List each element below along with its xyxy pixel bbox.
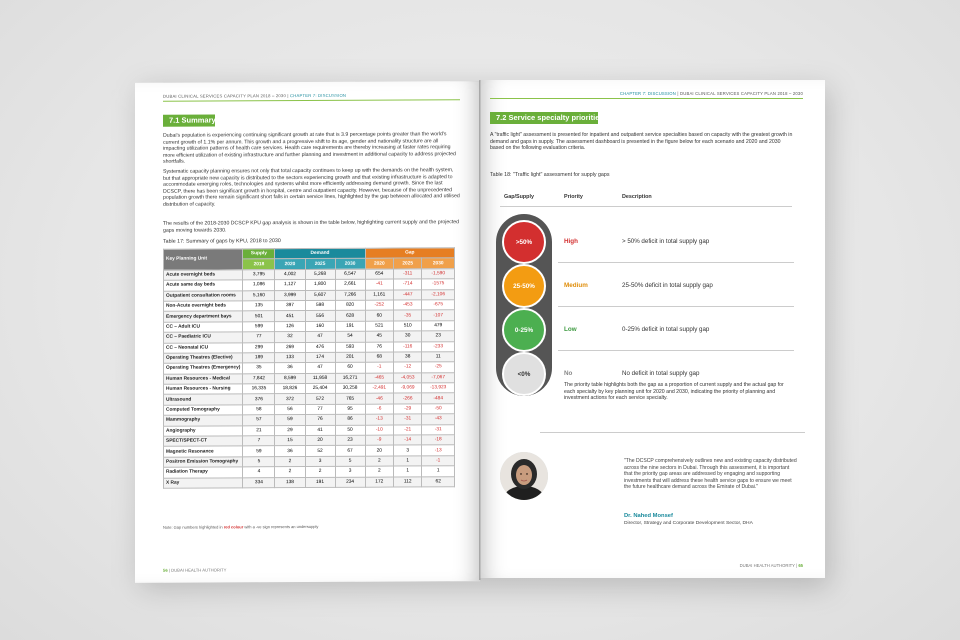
kpu-name-cell: SPECT/SPECT-CT [164,436,243,447]
header-gap-2020: 2020 [365,258,393,269]
kpu-value-cell: 59 [243,446,275,457]
kpu-value-cell: 45 [365,331,393,342]
kpu-value-cell: 86 [335,414,365,425]
kpu-value-cell: 5,160 [243,290,275,301]
priority-label-1: Medium [564,282,588,289]
kpu-value-cell: -484 [422,393,455,404]
kpu-name-cell: X Ray [164,477,243,488]
right-chapter-label: CHAPTER 7: DISCUSSION [619,91,676,96]
kpu-value-cell: 1 [394,466,422,477]
kpu-name-cell: Computed Tomography [164,405,243,416]
kpu-value-cell: 376 [243,394,275,405]
kpu-gap-table [163,247,455,489]
summary-paragraph-2: Systematic capacity planning ensures not only that total capacity continues to keep up with the demands on the health system, but that appropriate new capacity is distributed to the sectors experiencing growth and that existing infrastructure is adapted to accommodate emerging roles, technologies and systems whilst more efficiently addressing demand growth. Since the last DCSCP, there has been significant growth in hospital, centre and outpatient capacity. However, because of the unprecedented population growth there remain significant short falls in certain service lines, highlighted by the gap between allocated and utilised distribution of capacity. [163,167,460,208]
kpu-value-cell: 191 [335,321,365,332]
kpu-value-cell: -1 [422,456,455,467]
kpu-name-cell: CC – Neonatal ICU [164,342,243,353]
left-doc-title: DUBAI CLINICAL SERVICES CAPACITY PLAN 2018 – 2030 [163,93,286,99]
kpu-value-cell: 3,999 [275,290,305,301]
traffic-light-3: <0% [502,352,546,396]
traffic-row-divider [558,306,794,307]
kpu-value-cell: -13 [422,445,455,456]
kpu-value-cell: 3 [335,466,365,477]
kpu-name-cell: Angiography [164,425,243,436]
section-title-priorities: 7.2 Service specialty priorities [490,112,598,124]
kpu-value-cell: 30,258 [335,383,365,394]
header-key-planning-unit: Key Planning Unit [164,249,243,270]
kpu-value-cell: 189 [243,353,275,364]
kpu-value-cell: 25,404 [305,383,335,394]
kpu-value-cell: -35 [394,310,422,321]
kpu-value-cell: 47 [305,331,335,342]
kpu-value-cell: 1 [422,466,455,477]
kpu-value-cell: 6,547 [335,269,365,280]
header-gap-2025: 2025 [394,258,422,269]
kpu-value-cell: -41 [365,279,393,290]
priority-description-2: 0-25% deficit in total supply gap [622,326,710,333]
right-footer: DUBAI HEALTH AUTHORITY | 65 [739,563,803,568]
kpu-value-cell: 60 [365,310,393,321]
kpu-value-cell: 76 [305,415,335,426]
kpu-value-cell: 77 [305,404,335,415]
kpu-value-cell: -6 [365,404,393,415]
book-spine [479,80,481,580]
kpu-value-cell: 30 [394,331,422,342]
kpu-value-cell: 334 [243,477,275,488]
kpu-value-cell: 41 [305,425,335,436]
kpu-value-cell: -9 [365,435,393,446]
kpu-value-cell: 5 [335,456,365,467]
note-prefix: Note: Gap numbers highlighted in [163,524,224,530]
kpu-value-cell: 521 [365,321,393,332]
kpu-value-cell: 476 [305,342,335,353]
kpu-value-cell: 572 [305,394,335,405]
kpu-value-cell: -50 [422,404,455,415]
quote-author-role: Director, Strategy and Corporate Development Sector, DHA [624,521,753,526]
kpu-value-cell: 4,002 [275,269,305,280]
table-note [163,524,318,530]
priority-label-2: Low [564,326,577,333]
kpu-value-cell: 1,161 [365,290,393,301]
kpu-name-cell: CC – Adult ICU [164,322,243,333]
kpu-value-cell: -13 [365,414,393,425]
note-red-text: red colour [223,524,244,530]
left-running-head: DUBAI CLINICAL SERVICES CAPACITY PLAN 2018 – 2030 | CHAPTER 7: DISCUSSION [163,92,347,99]
kpu-value-cell: -31 [422,424,455,435]
kpu-name-cell: Non-Acute overnight beds [164,301,243,312]
kpu-value-cell: 2,661 [335,279,365,290]
kpu-value-cell: 21 [243,425,275,436]
kpu-value-cell: 36 [275,446,305,457]
kpu-value-cell: 50 [335,425,365,436]
left-footer-text: DUBAI HEALTH AUTHORITY [171,567,227,573]
table-17-caption: Table 17: Summary of gaps by KPU, 2018 to 2030 [163,238,281,245]
kpu-value-cell: 397 [275,300,305,311]
kpu-value-cell: 1 [394,456,422,467]
kpu-value-cell: -29 [394,404,422,415]
testimonial-quote: "The DCSCP comprehensively outlines new and existing capacity distributed across the nine sectors in Dubai. Through this assessment, it is important that the priority gap areas are addressed by engaging and supporting investments that will address these health service gaps to ensure we meet the future healthcare demand across the Emirate of Dubai." [624,458,797,491]
kpu-value-cell: 3 [394,445,422,456]
kpu-name-cell: CC – Paediatric ICU [164,332,243,343]
kpu-value-cell: 201 [335,352,365,363]
summary-paragraph-1: Dubai's population is experiencing continuing significant growth at rate that is 3.9 percentage points greater than the world's current growth of 1.1% per annum. This growth and a progressive shift to its age, gender and nationality structure are all impacting utilization patterns of health care services. Health care requirements are thereby increasing at faster rates requiring more efficient utilization of existing infrastructure and further planning and investment in additional capacity to address projected shortfalls. [163,131,456,166]
kpu-value-cell: 172 [365,477,393,488]
kpu-value-cell: 556 [305,311,335,322]
col-description: Description [622,194,652,200]
avatar [500,452,548,500]
kpu-value-cell: 2 [305,467,335,478]
kpu-name-cell: Magnetic Resonance [164,446,243,457]
priority-label-3: No [564,370,573,377]
kpu-value-cell: 60 [335,362,365,373]
kpu-value-cell: 20 [305,435,335,446]
kpu-name-cell: Radiation Therapy [164,467,243,478]
kpu-value-cell: 7 [243,436,275,447]
kpu-value-cell: -116 [394,341,422,352]
kpu-value-cell: -10 [365,425,393,436]
left-chapter-label: CHAPTER 7: DISCUSSION [290,92,347,99]
kpu-name-cell: Emergency department bays [164,311,243,322]
kpu-value-cell: 1,800 [305,280,335,291]
kpu-value-cell: -2,106 [422,289,455,300]
kpu-value-cell: -18 [422,435,455,446]
priority-description-0: > 50% deficit in total supply gap [622,238,710,245]
kpu-name-cell: Acute overnight beds [164,270,243,281]
kpu-value-cell: -7,067 [422,372,455,383]
kpu-value-cell: 16,271 [335,373,365,384]
kpu-value-cell: 160 [305,321,335,332]
kpu-value-cell: 76 [365,342,393,353]
kpu-value-cell: 112 [394,476,422,487]
kpu-value-cell: 23 [422,331,455,342]
kpu-value-cell: 599 [243,321,275,332]
kpu-value-cell: -1 [365,362,393,373]
traffic-light-2: 0-25% [502,308,546,352]
kpu-name-cell: Operating Theatres (Emergency) [164,363,243,374]
kpu-name-cell: Human Resources - Nursing [164,384,243,395]
kpu-value-cell: 29 [275,425,305,436]
kpu-value-cell: 7,266 [335,290,365,301]
kpu-value-cell: 11 [422,352,455,363]
header-demand-2020: 2020 [275,259,305,270]
kpu-value-cell: 47 [305,363,335,374]
header-demand: Demand [275,248,365,259]
kpu-value-cell: -13,923 [422,383,455,394]
traffic-light-0: >50% [502,220,546,264]
left-footer: 56 | DUBAI HEALTH AUTHORITY [163,567,227,573]
kpu-value-cell: 35 [243,363,275,374]
traffic-light-1: 25-50% [502,264,546,308]
kpu-value-cell: -447 [394,289,422,300]
kpu-value-cell: 138 [275,477,305,488]
kpu-value-cell: -43 [422,414,455,425]
right-footer-text: DUBAI HEALTH AUTHORITY [739,563,795,568]
kpu-value-cell: -453 [394,300,422,311]
kpu-value-cell: 2 [275,456,305,467]
right-page [480,80,825,578]
table-18-caption: Table 18: "Traffic light" assessment for supply gaps [490,172,610,178]
col-gap-supply: Gap/Supply [504,194,534,200]
kpu-value-cell: 372 [275,394,305,405]
kpu-value-cell: 234 [335,477,365,488]
kpu-value-cell: -9,069 [394,383,422,394]
kpu-value-cell: -465 [365,373,393,384]
kpu-value-cell: 20 [365,445,393,456]
kpu-value-cell: 57 [243,415,275,426]
right-running-head: CHAPTER 7: DISCUSSION | DUBAI CLINICAL SERVICES CAPACITY PLAN 2018 – 2030 [619,91,803,96]
kpu-value-cell: 59 [275,415,305,426]
kpu-value-cell: 593 [335,342,365,353]
kpu-name-cell: Mammography [164,415,243,426]
kpu-value-cell: 628 [335,311,365,322]
kpu-value-cell: 2 [365,456,393,467]
header-demand-2025: 2025 [305,259,335,270]
left-header-rule [163,99,460,101]
kpu-value-cell: -714 [394,279,422,290]
right-doc-title: DUBAI CLINICAL SERVICES CAPACITY PLAN 2018 – 2030 [680,91,803,96]
kpu-value-cell: -675 [422,300,455,311]
kpu-name-cell: Acute same day beds [164,280,243,291]
kpu-value-cell: 77 [243,332,275,343]
kpu-name-cell: Outpatient consultation rooms [164,290,243,301]
kpu-name-cell: Ultrasound [164,394,243,405]
kpu-value-cell: 32 [275,332,305,343]
kpu-value-cell: 15 [275,436,305,447]
left-page-number: 56 [163,567,168,573]
traffic-row-divider [558,350,794,351]
kpu-value-cell: 654 [365,269,393,280]
kpu-name-cell: Positron Emission Tomography [164,457,243,468]
kpu-value-cell: 765 [335,394,365,405]
header-supply: Supply [243,249,275,260]
kpu-value-cell: -46 [365,394,393,405]
kpu-value-cell: 299 [243,342,275,353]
summary-paragraph-3: The results of the 2018-2030 DCSCP KPU gap analysis is shown in the table below, highlighting current supply and the projected gaps moving towards 2030. [163,219,460,234]
kpu-value-cell: -107 [422,310,455,321]
right-header-rule [490,98,803,99]
kpu-value-cell: 820 [335,300,365,311]
traffic-row-divider [558,262,794,263]
right-page-number: 65 [798,563,803,568]
kpu-value-cell: 501 [243,311,275,322]
kpu-value-cell: 68 [365,352,393,363]
priority-description-3: No deficit in total supply gap [622,370,700,377]
kpu-value-cell: -2,491 [365,383,393,394]
kpu-value-cell: 2 [275,467,305,478]
kpu-value-cell: 52 [305,446,335,457]
kpu-value-cell: -1,590 [422,269,455,280]
kpu-value-cell: -14 [394,435,422,446]
kpu-value-cell: 62 [422,476,455,487]
table-row [164,476,455,488]
kpu-value-cell: 67 [335,446,365,457]
traffic-header-rule [500,206,792,207]
priority-label-0: High [564,238,578,245]
kpu-value-cell: 451 [275,311,305,322]
kpu-value-cell: -252 [365,300,393,311]
kpu-name-cell: Human Resources - Medical [164,374,243,385]
kpu-value-cell: 5,607 [305,290,335,301]
kpu-value-cell: 135 [243,301,275,312]
kpu-value-cell: -31 [394,414,422,425]
kpu-value-cell: -21 [394,425,422,436]
kpu-value-cell: -1575 [422,279,455,290]
header-gap: Gap [365,248,454,259]
kpu-value-cell: -266 [394,393,422,404]
kpu-value-cell: -233 [422,341,455,352]
kpu-value-cell: -311 [394,269,422,280]
kpu-value-cell: 7,842 [243,373,275,384]
kpu-value-cell: 133 [275,352,305,363]
kpu-value-cell: 5 [243,456,275,467]
section-title-summary: 7.1 Summary [163,114,215,126]
header-demand-2030: 2030 [335,259,365,270]
kpu-value-cell: 3 [305,456,335,467]
kpu-value-cell: 3,795 [243,269,275,280]
left-page [135,81,480,583]
kpu-table-body [164,269,455,489]
avatar-portrait [500,452,548,500]
kpu-name-cell: Operating Theatres (Elective) [164,353,243,364]
kpu-value-cell: 38 [394,352,422,363]
kpu-value-cell: -25 [422,362,455,373]
kpu-value-cell: -12 [394,362,422,373]
kpu-value-cell: 95 [335,404,365,415]
kpu-value-cell: 4 [243,467,275,478]
kpu-value-cell: 23 [335,435,365,446]
note-suffix: with a -ve sign represents an undersupply [243,523,319,530]
header-supply-2018: 2018 [243,259,275,270]
kpu-value-cell: 191 [305,477,335,488]
col-priority: Priority [564,194,583,200]
kpu-value-cell: 36 [275,363,305,374]
priority-description-1: 25-50% deficit in total supply gap [622,282,713,289]
kpu-value-cell: 58 [243,405,275,416]
kpu-value-cell: 16,335 [243,384,275,395]
kpu-value-cell: 8,599 [275,373,305,384]
kpu-value-cell: -4,053 [394,373,422,384]
kpu-value-cell: 56 [275,404,305,415]
kpu-value-cell: 126 [275,321,305,332]
priorities-paragraph-1: A "traffic light" assessment is presented for inpatient and outpatient service specialties based on capacity with the greatest growth in demand and gaps in supply. The assessment dashboard is presented in the figure below for each scenario and 2020 and 2030 based on the following evaluation criteria. [490,132,793,152]
kpu-value-cell: 1,086 [243,280,275,291]
kpu-value-cell: 269 [275,342,305,353]
kpu-value-cell: 598 [305,300,335,311]
kpu-value-cell: 174 [305,352,335,363]
kpu-value-cell: 510 [394,321,422,332]
kpu-value-cell: 479 [422,320,455,331]
kpu-value-cell: 1,127 [275,280,305,291]
kpu-value-cell: 2 [365,466,393,477]
kpu-value-cell: 54 [335,331,365,342]
kpu-value-cell: 11,958 [305,373,335,384]
kpu-value-cell: 5,268 [305,269,335,280]
header-gap-2030: 2030 [422,258,455,269]
kpu-value-cell: 18,826 [275,384,305,395]
quote-author-name: Dr. Nahed Monsef [624,513,673,519]
priorities-paragraph-2: The priority table highlights both the gap as a proportion of current supply and the actual gap for each specialty by key planning unit for 2020 and 2030, indicating the priority of planning and investment actions for each service specialty. [564,382,784,402]
